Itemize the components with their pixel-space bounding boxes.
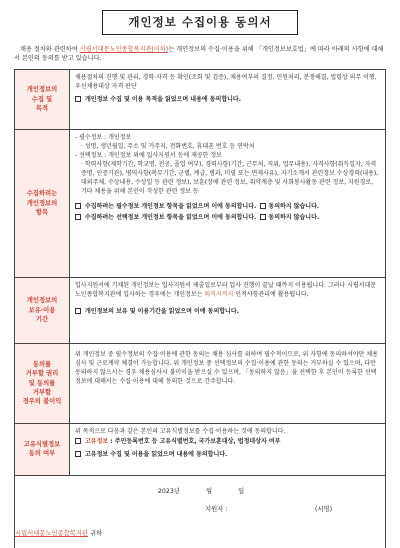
row-refusal	[15, 343, 386, 423]
body-unique	[70, 423, 386, 475]
purpose-text: 채용절차의 진행 및 관리, 경력·자격 등 확인(조회 및 검증), 채용여부의 결정, 민원처리, 분쟁해결, 법령상 의무 이행, 우선채용대상 자격 판단	[75, 73, 377, 90]
page-title: 개인정보 수집이용 동의서	[128, 14, 272, 29]
refusal-text: 위 개인정보 중 필수정보의 수집·이용에 관한 동의는 채용 심사를 위하여 필수적이므로, 위 사항에 동의하셔야만 채용 심사 및 근로계약 체결이 가능합니다. 위 개인정보 중 선택정보의 수집·이용에 관한 동의는 거부하실 수 있으며, 다만 동의하지 않으시는 경우 채용심사시 불이익을 받으실 수 있으며, 「동의하지 않음」을 선택한 후 본인이 등록한 선택 정보에 대해서는 수집·이용에 대해 동의한 것으로 간주합니다.	[75, 350, 378, 385]
consent-table	[14, 69, 386, 548]
items-optional: - 선택정보 : 개인정보 외에 입사지원서 등에 제공한 정보	[75, 151, 222, 159]
addressee	[15, 530, 102, 539]
label-line: 수집 및	[31, 95, 53, 103]
retention-text	[75, 281, 380, 299]
unique-item	[75, 437, 380, 446]
unique-item-checkbox[interactable]	[75, 438, 81, 444]
label-line: 동의 여부	[28, 450, 56, 458]
intro-org: 시립서대문노인종합복지관(이하)	[79, 46, 169, 53]
body-refusal	[70, 343, 386, 423]
purpose-checkbox[interactable]	[75, 96, 81, 102]
row-purpose	[15, 69, 386, 129]
date-month: 월	[205, 487, 213, 495]
items-required: - 필수정보 : 개인정보	[75, 133, 132, 141]
retention-text-2: 인적사항관리에 활용됩니다.	[233, 290, 309, 298]
items-required-agree	[75, 202, 380, 211]
retention-text-1: 입사지원서에 기재된 개인정보는 입사지원서 제출일로부터 입사 진행이 끝날 때까지 이용됩니다. 그러나 시립서대문노인종합복지관에 입사하는 경우에는 개인정보는	[75, 281, 377, 298]
label-line: 기간	[35, 315, 49, 323]
required-agree-text: 수집하려는 필수정보 개인정보 항목을 읽었으며 이에 동의합니다.	[85, 202, 257, 210]
date-day: 일	[238, 487, 245, 495]
label-refusal	[15, 343, 70, 423]
required-agree-checkbox[interactable]	[75, 203, 81, 209]
label-line: 경우의 불이익	[22, 397, 62, 405]
date-line	[15, 488, 387, 497]
retention-checkbox[interactable]	[75, 308, 81, 314]
optional-disagree-text: 동의하지 않습니다.	[268, 213, 320, 221]
label-line: 수집하려는	[26, 190, 58, 198]
intro-prefix: 채용 절차와 관련하여	[20, 46, 78, 53]
items-optional-agree	[75, 213, 380, 222]
label-purpose	[15, 69, 70, 129]
unique-text: 위 목적으로 다음과 같은 본인의 고유식별정보를 수집·이용하는 것에 동의합니다.	[75, 427, 286, 435]
label-line: 및 동의를	[28, 379, 56, 387]
optional-agree-checkbox[interactable]	[75, 214, 81, 220]
retention-agree-text: 개인정보의 보유 및 이용기간을 읽었으며 이에 동의합니다.	[85, 307, 239, 315]
addressee-suffix: 귀하	[88, 529, 103, 537]
body-items	[70, 129, 386, 277]
label-line: 거부할 권리	[25, 370, 59, 378]
seal-label: (서명)	[315, 505, 333, 513]
retention-period: 퇴직시까지	[204, 290, 234, 298]
intro-suffix: 는 개인정보의 수집·이용을 위해 「개인정보보호법」에 따라 아래의 사항에 대해서 본인의 동의를 받고 있습니다.	[14, 46, 384, 63]
label-line: 개인정보의	[26, 297, 58, 305]
retention-agree	[75, 307, 380, 316]
row-items	[15, 129, 386, 277]
label-items	[15, 129, 70, 277]
label-line: 동의를	[32, 361, 52, 369]
unique-agree	[75, 450, 380, 459]
label-line: 개인정보의	[26, 86, 58, 94]
optional-agree-text: 수집하려는 선택정보 개인정보 항목을 읽었으며 이에 동의합니다.	[85, 213, 257, 221]
row-unique	[15, 423, 386, 475]
unique-item-text: : 주민등록번호 등 고유식별번호, 국가보훈대상, 법정대상자 여부	[108, 437, 281, 445]
optional-disagree-checkbox[interactable]	[260, 214, 266, 220]
body-purpose	[70, 69, 386, 129]
signer-label: 지원자 :	[205, 505, 228, 513]
addressee-org: 시립서대문노인종합복지관	[15, 529, 88, 537]
label-line: 거부할	[32, 388, 52, 396]
unique-agree-checkbox[interactable]	[75, 451, 81, 457]
sign-area	[15, 475, 386, 548]
items-optional-list: · 학력사항(재학기간, 학교명, 전공, 졸업 여부), 경력사항(기간, 근무처, 직위, 업무내용), 자격사항(취득일자, 자격증명, 인증기관), 병역사항(복무기간, 군별, 계급, 병과, 미필 또는 면제사유), 자기소개서 관련정보 수상경력(내용), 대외주체, 수상내용, 수상일 등 관련 정보), 보훈(장애 관련 정보, 취약계층 및 사회봉사활동 관련 정보, 지원경로, 기타 채용을 위해 본인이 작성한 관련 정보 등	[81, 160, 379, 195]
row-sign	[15, 475, 386, 548]
label-unique	[15, 423, 70, 475]
items-required-list: · 성명, 생년월일, 주소 및 거주지, 전화번호, 휴대폰 번호 등 연락처	[81, 142, 255, 150]
unique-item-label: 고유정보	[85, 437, 109, 445]
required-disagree-text: 동의하지 않습니다.	[268, 202, 320, 210]
purpose-agree	[75, 95, 380, 104]
label-line: 보유·이용	[28, 306, 56, 314]
body-retention	[70, 277, 386, 343]
purpose-agree-text: 개인정보 수집 및 이용 목적을 읽었으며 내용에 동의합니다.	[85, 95, 242, 103]
label-line: 개인정보의	[26, 199, 58, 207]
label-line: 고유식별정보	[23, 440, 61, 448]
label-line: 목적	[35, 104, 49, 112]
row-retention	[15, 277, 386, 343]
date-year: 2023년	[157, 487, 180, 495]
title-box	[102, 10, 298, 35]
label-line: 항목	[35, 208, 49, 216]
intro-paragraph	[14, 45, 386, 64]
label-retention	[15, 277, 70, 343]
required-disagree-checkbox[interactable]	[260, 203, 266, 209]
unique-agree-text: 고유정보 수집 및 이용을 읽었으며 내용에 동의합니다.	[85, 450, 228, 458]
